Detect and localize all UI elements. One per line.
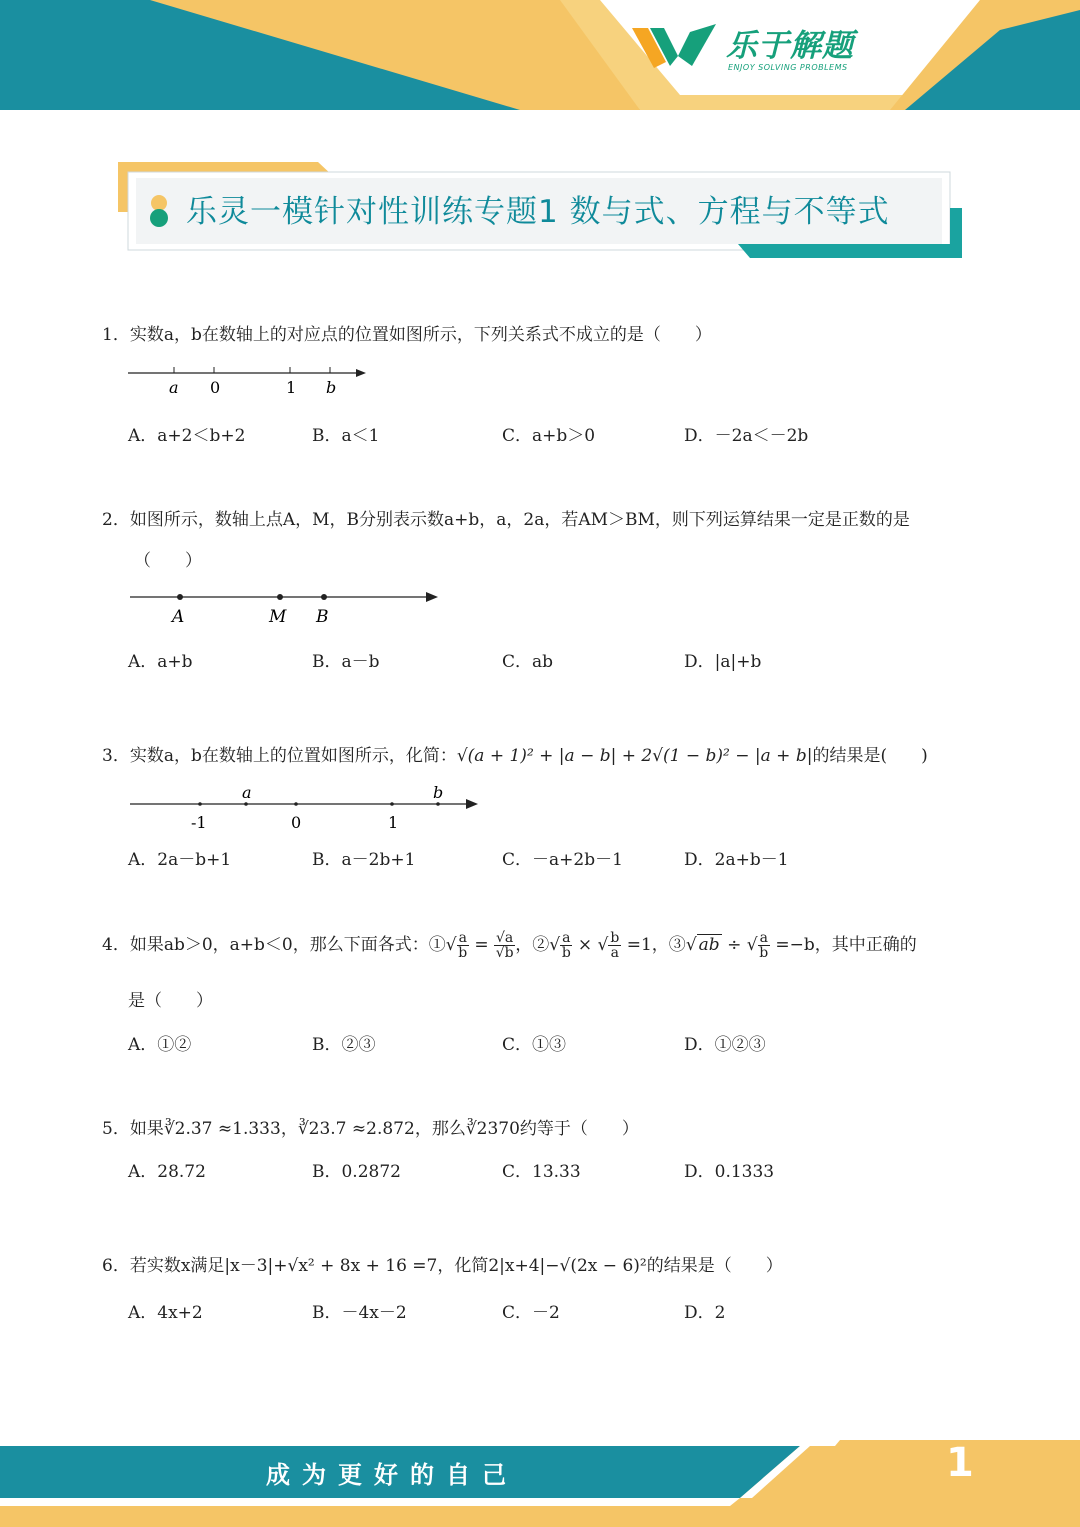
- axis-label-M: M: [269, 607, 287, 626]
- fraction-b-over-a: $\frac{b}{a}$: [610, 930, 620, 961]
- question-1-option-d[interactable]: D．－2a＜－2b: [684, 426, 809, 446]
- question-6-expression-2: √(2x − 6)²: [559, 1256, 647, 1276]
- brand-tagline: ENJOY SOLVING PROBLEMS: [728, 63, 848, 72]
- question-4-option-b[interactable]: B．②③: [312, 1035, 376, 1055]
- question-4-stem-continued: 是（ ）: [128, 991, 213, 1011]
- question-4-expr-1: √ $\frac{a}{b}$ = $\frac{√a}{√b}$: [445, 930, 514, 961]
- axis-label-0: 0: [210, 378, 221, 397]
- fraction-root-a-over-root-b: $\frac{√a}{√b}$: [495, 930, 514, 961]
- question-4-expr-3: √ ab ÷ √ $\frac{a}{b}$: [685, 930, 769, 961]
- question-1-option-b[interactable]: B．a＜1: [312, 426, 380, 446]
- question-5-option-a[interactable]: A．28.72: [128, 1162, 206, 1182]
- question-3-expression: √(a + 1)² + |a − b| + 2√(1 − b)² − |a + b|: [456, 746, 813, 766]
- question-6-option-d[interactable]: D．2: [684, 1303, 726, 1323]
- fraction-a-over-b: $\frac{a}{b}$: [458, 930, 468, 961]
- axis-label-1: 1: [286, 378, 297, 397]
- question-6-stem-end: 的结果是（ ）: [646, 1256, 783, 1276]
- brand-name: 乐于解题: [726, 28, 854, 64]
- axis-label-neg1: -1: [191, 813, 207, 832]
- question-4-stem-end: =−b，其中正确的: [775, 935, 917, 955]
- page-title: 乐灵一模针对性训练专题1 数与式、方程与不等式: [186, 194, 890, 230]
- question-6-option-c[interactable]: C．－2: [502, 1303, 560, 1323]
- axis-label-0: 0: [291, 813, 302, 832]
- bottom-banner: [0, 1440, 1080, 1527]
- page-number: 1: [946, 1440, 974, 1486]
- question-3-stem: [102, 741, 928, 766]
- title-bullet-icon: [146, 194, 172, 228]
- question-4-stem-mid-2: =1，③: [626, 935, 686, 955]
- question-4-option-a[interactable]: A．①②: [128, 1035, 192, 1055]
- question-3-option-b[interactable]: B．a－2b+1: [312, 850, 416, 870]
- question-4-expr-2: √ $\frac{a}{b}$ × √ $\frac{b}{a}$: [549, 930, 620, 961]
- question-4-stem-mid-1: ，②: [515, 935, 550, 955]
- question-6-expression-1: √x² + 8x + 16: [287, 1256, 407, 1276]
- radicand-ab: ab: [698, 935, 720, 955]
- question-2-option-d[interactable]: D．|a|+b: [684, 652, 762, 672]
- question-4-stem-start: 4．如果ab＞0，a+b＜0，那么下面各式：①: [102, 935, 446, 955]
- question-2-option-b[interactable]: B．a－b: [312, 652, 380, 672]
- question-3-number-line: [128, 782, 488, 834]
- question-3-option-a[interactable]: A．2a－b+1: [128, 850, 232, 870]
- question-1-option-c[interactable]: C．a+b＞0: [502, 426, 596, 446]
- axis-label-a: a: [169, 378, 179, 397]
- question-5-option-d[interactable]: D．0.1333: [684, 1162, 775, 1182]
- question-3-stem-end: 的结果是( ): [812, 746, 928, 766]
- question-2-stem-continued: （ ）: [134, 551, 202, 571]
- axis-label-B: B: [316, 607, 329, 626]
- question-6-option-a[interactable]: A．4x+2: [128, 1303, 203, 1323]
- question-2-stem: 2．如图所示，数轴上点A，M，B分别表示数a+b，a，2a，若AM＞BM，则下列运算结果一定是正数的是: [102, 510, 910, 530]
- question-5-option-c[interactable]: C．13.33: [502, 1162, 581, 1182]
- question-4-stem: [102, 930, 917, 960]
- question-2-option-a[interactable]: A．a+b: [128, 652, 193, 672]
- question-6-stem: [102, 1251, 783, 1276]
- question-6-stem-start: 6．若实数x满足|x－3|+: [102, 1256, 288, 1276]
- axis-label-b: b: [326, 378, 337, 397]
- footer-slogan: 成为更好的自己: [266, 1461, 518, 1489]
- fraction-a-over-b-3: $\frac{a}{b}$: [759, 930, 769, 961]
- axis-label-b: b: [433, 783, 444, 802]
- axis-label-1: 1: [388, 813, 399, 832]
- question-4-option-d[interactable]: D．①②③: [684, 1035, 766, 1055]
- fraction-a-over-b-2: $\frac{a}{b}$: [561, 930, 571, 961]
- question-2-number-line: [128, 586, 448, 626]
- axis-label-A: A: [172, 607, 185, 626]
- question-3-stem-start: 3．实数a，b在数轴上的位置如图所示，化简：: [102, 746, 457, 766]
- question-3-option-c[interactable]: C．－a+2b－1: [502, 850, 623, 870]
- question-5-option-b[interactable]: B．0.2872: [312, 1162, 401, 1182]
- question-6-stem-mid: =7，化简2|x+4|−: [406, 1256, 560, 1276]
- top-banner: [0, 0, 1080, 110]
- question-5-stem: 5．如果∛2.37 ≈1.333，∛23.7 ≈2.872，那么∛2370约等于（ ）: [102, 1119, 639, 1139]
- question-1-stem: 1．实数a，b在数轴上的对应点的位置如图所示，下列关系式不成立的是（ ）: [102, 325, 712, 345]
- brand-logo-icon: [632, 22, 718, 70]
- question-6-option-b[interactable]: B．－4x－2: [312, 1303, 407, 1323]
- question-1-option-a[interactable]: A．a+2＜b+2: [128, 426, 246, 446]
- question-4-option-c[interactable]: C．①③: [502, 1035, 567, 1055]
- axis-label-a: a: [242, 783, 252, 802]
- question-2-option-c[interactable]: C．ab: [502, 652, 554, 672]
- question-1-number-line: [126, 362, 376, 398]
- question-3-option-d[interactable]: D．2a+b－1: [684, 850, 789, 870]
